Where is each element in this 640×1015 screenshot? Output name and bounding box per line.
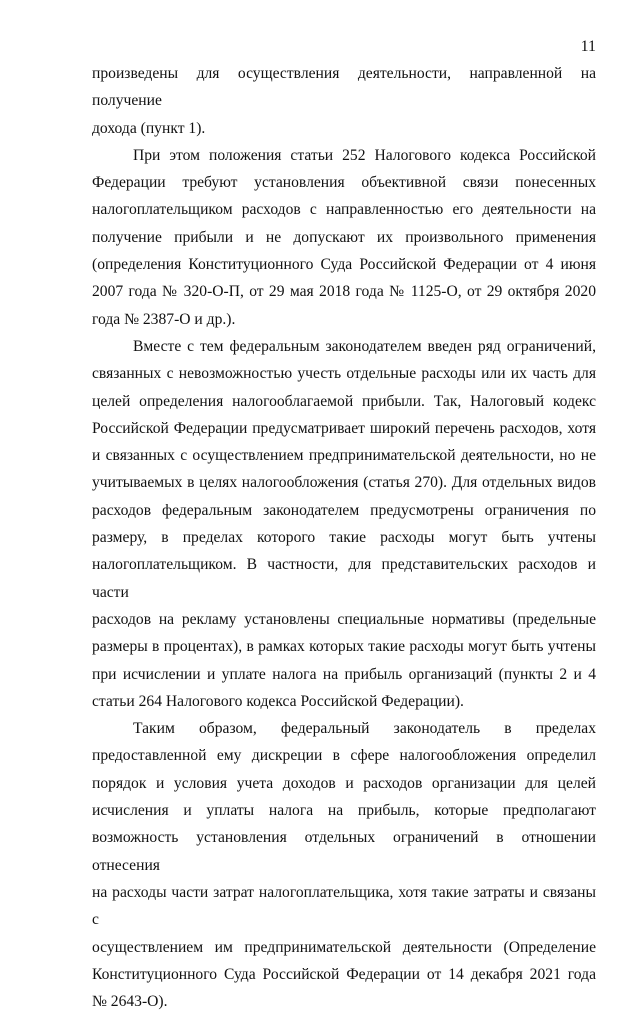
text-line: возможность установления отдельных ограничений в отношении отнесения (92, 829, 596, 874)
text-line: связанных с невозможностью учесть отдельные расходы или их часть для (92, 365, 596, 383)
text-line: размеры в процентах), в рамках которых такие расходы могут быть учтены (92, 638, 596, 656)
text-line: размеру, в пределах которого такие расходы могут быть учтены (92, 529, 596, 547)
text-line: статьи 264 Налогового кодекса Российской Федерации). (92, 692, 464, 710)
text-line: порядок и условия учета доходов и расходов организации для целей (92, 774, 596, 792)
text-line: Конституционного Суда Российской Федерации от 14 декабря 2021 года (92, 965, 596, 983)
text-line: 2007 года № 320-О-П, от 29 мая 2018 года № 1125-О, от 29 октября 2020 (92, 283, 596, 301)
page-number: 11 (580, 38, 596, 55)
text-line: при исчислении и уплате налога на прибыль организаций (пункты 2 и 4 (92, 665, 596, 683)
text-line: года № 2387-О и др.). (92, 310, 236, 328)
text-line: налогоплательщиком расходов с направленностью его деятельности на (92, 201, 596, 219)
text-line: и связанных с осуществлением предпринимательской деятельности, но не (92, 447, 596, 465)
document-body (92, 60, 596, 1015)
text-line: расходов на рекламу установлены специальные нормативы (предельные (92, 610, 596, 628)
text-line: целей определения налогооблагаемой прибыли. Так, Налоговый кодекс (92, 392, 596, 410)
text-line: получение прибыли и не допускают их произвольного применения (92, 228, 596, 246)
text-line: дохода (пункт 1). (92, 119, 206, 137)
text-line: на расходы части затрат налогоплательщика, хотя такие затраты и связаны с (92, 883, 596, 929)
text-line: учитываемых в целях налогообложения (статья 270). Для отдельных видов (92, 474, 596, 492)
text-line: налогоплательщиком. В частности, для представительских расходов и части (92, 556, 596, 601)
text-line: расходов федеральным законодателем предусмотрены ограничения по (92, 501, 596, 519)
text-line: Российской Федерации предусматривает широкий перечень расходов, хотя (92, 419, 596, 437)
text-line: предоставленной ему дискреции в сфере налогообложения определил (92, 747, 596, 765)
text-line: исчисления и уплаты налога на прибыль, которые предполагают (92, 802, 596, 820)
text-line: (определения Конституционного Суда Российской Федерации от 4 июня (92, 256, 596, 274)
text-line: № 2643-О). (92, 993, 168, 1011)
text-line: При этом положения статьи 252 Налогового кодекса Российской (133, 146, 596, 164)
text-line: осуществлением им предпринимательской деятельности (Определение (92, 938, 596, 956)
text-line: произведены для осуществления деятельности, направленной на получение (92, 65, 596, 110)
text-line: Таким образом, федеральный законодатель в пределах (133, 720, 596, 738)
text-line: Вместе с тем федеральным законодателем введен ряд ограничений, (133, 337, 596, 355)
text-line: Федерации требуют установления объективной связи понесенных (92, 174, 596, 192)
